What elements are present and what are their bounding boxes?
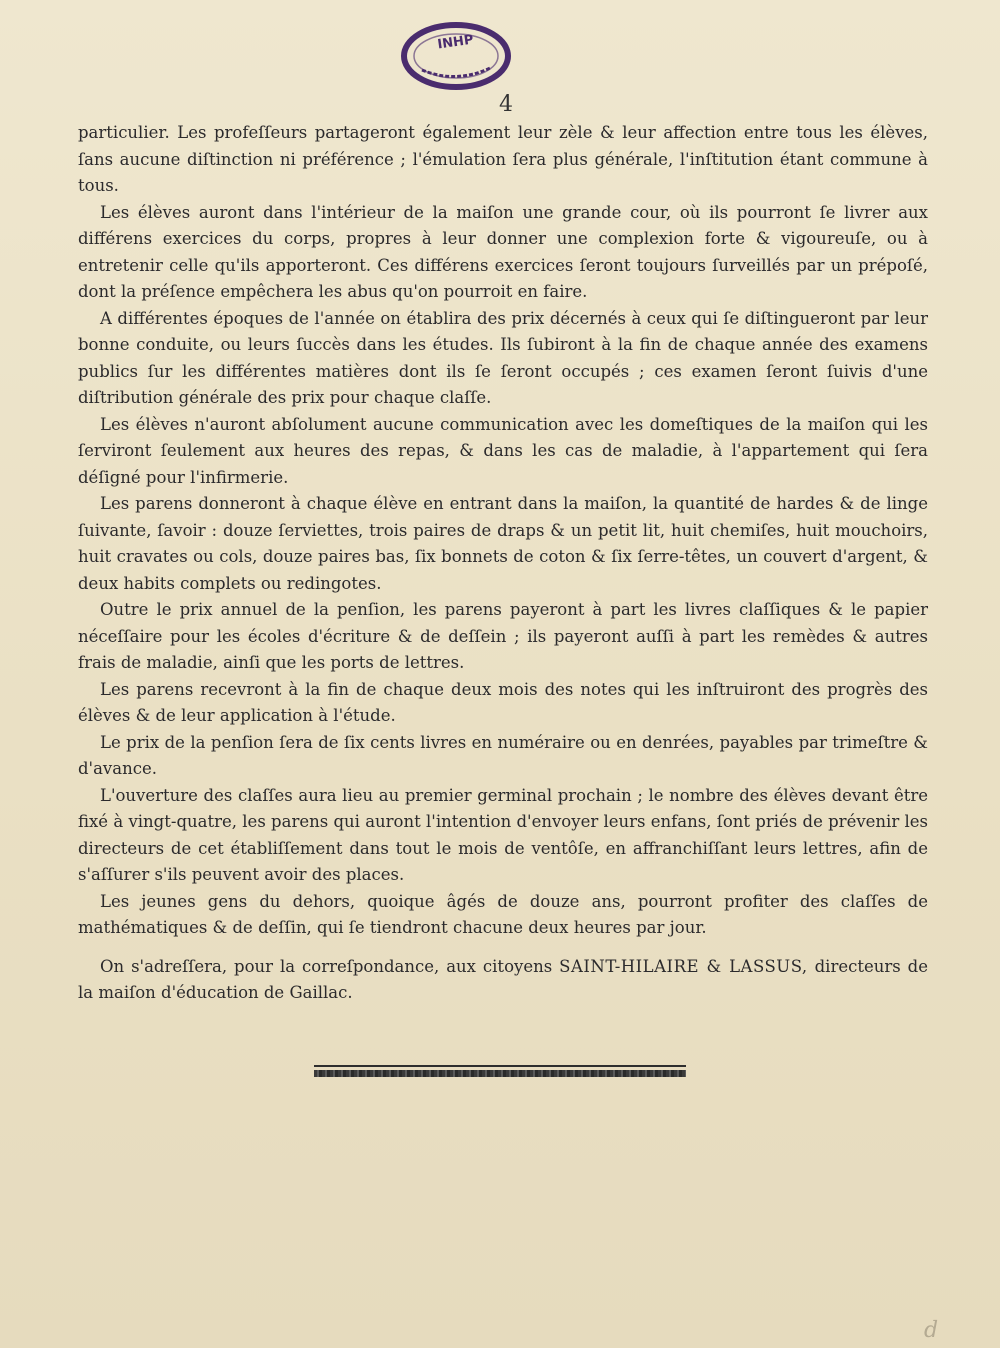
paragraph: Les jeunes gens du dehors, quoique âgés de douze ans, pourront profiter des claſſes de mathématiques & de deſſin, qui ſe tiendront chacune deux heures par jour.: [78, 891, 928, 937]
corner-pencil-mark: d: [924, 1318, 939, 1343]
director-names: SAINT-HILAIRE & LASSUS,: [559, 956, 808, 976]
ornamental-rule-thin: [314, 1065, 686, 1067]
paragraph: Les élèves auront dans l'intérieur de la maiſon une grande cour, où ils pourront ſe livrer aux différens exercices du corps, propres à leur donner une complexion forte & vigoureuſe, ou à entretenir celle qu'ils apporteront. Ces différens exercices ſeront toujours ſurveillés par un prépoſé, dont la préſence empêchera les abus qu'on pourroit en faire.: [78, 202, 928, 301]
ornamental-rule-thick: [314, 1070, 686, 1077]
closing-text-before: On s'adreſſera, pour la correſpondance, aux citoyens: [100, 956, 553, 976]
body-text: [78, 120, 928, 1007]
library-stamp: [400, 20, 512, 92]
paragraph: Les parens donneront à chaque élève en entrant dans la maiſon, la quantité de hardes & de linge ſuivante, ſavoir : douze ſerviettes, trois paires de draps & un petit lit, huit chemiſes, huit mouchoirs, huit cravates ou cols, douze paires bas, ſix bonnets de coton & ſix ſerre-têtes, un couvert d'argent, & deux habits complets ou redingotes.: [78, 494, 928, 593]
closing-text-after: directeurs de la maiſon d'éducation de Gaillac.: [78, 956, 929, 1002]
page-number: 4: [499, 92, 513, 117]
svg-text:INHP: INHP: [436, 32, 475, 53]
paragraph: particulier. Les profeſſeurs partageront également leur zèle & leur affection entre tous les élèves, ſans aucune diſtinction ni préférence ; l'émulation ſera plus générale, l'inſtitution étant commune à tous.: [78, 123, 928, 195]
paragraph: Outre le prix annuel de la penſion, les parens payeront à part les livres claſſiques & le papier néceſſaire pour les écoles d'écriture & de deſſein ; ils payeront auſſi à part les remèdes & autres frais de maladie, ainſi que les ports de lettres.: [78, 600, 928, 672]
paragraph: Les élèves n'auront abſolument aucune communication avec les domeſtiques de la maiſon qui les ſerviront ſeulement aux heures des repas, & dans les cas de maladie, à l'appartement qui ſera déſigné pour l'infirmerie.: [78, 414, 928, 487]
paragraph: Les parens recevront à la fin de chaque deux mois des notes qui les inſtruiront des progrès des élèves & de leur application à l'étude.: [78, 679, 928, 725]
paragraph: L'ouverture des claſſes aura lieu au premier germinal prochain ; le nombre des élèves devant être fixé à vingt-quatre, les parens qui auront l'intention d'envoyer leurs enfans, ſont priés de prévenir les directeurs de cet établiſſement dans tout le mois de ventôſe, en affranchiſſant leurs lettres, afin de s'aſſurer s'ils peuvent avoir des places.: [78, 785, 928, 884]
paragraph: A différentes époques de l'année on établira des prix décernés à ceux qui ſe diſtingueront par leur bonne conduite, ou leurs ſuccès dans les études. Ils ſubiront à la fin de chaque année des examens publics ſur les différentes matières dont ils ſe ſeront occupés ; ces examen ſeront ſuivis d'une diſtribution générale des prix pour chaque claſſe.: [78, 308, 928, 407]
closing-paragraph: [78, 954, 928, 1007]
paragraph: Le prix de la penſion ſera de ſix cents livres en numéraire ou en denrées, payables par trimeſtre & d'avance.: [78, 732, 928, 778]
